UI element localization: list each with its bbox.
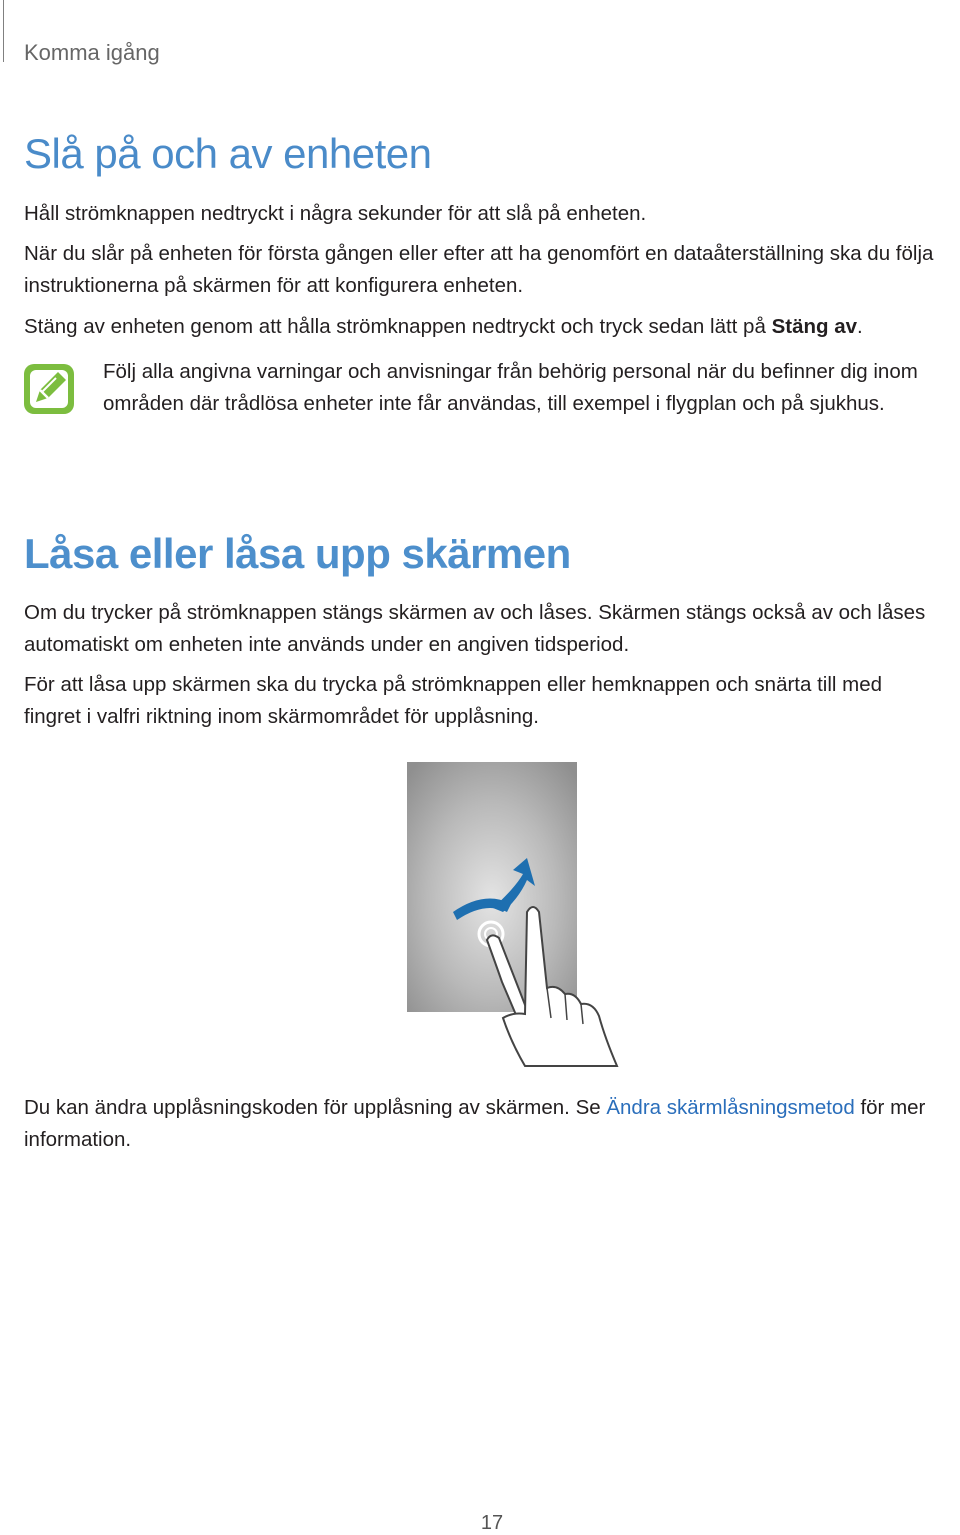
page-edge-line [3,0,4,62]
paragraph-power-on: Håll strömknappen nedtryckt i några sekunder för att slå på enheten. [24,202,647,225]
link-change-lock-method[interactable]: Ändra skärmlåsningsmetod [606,1096,855,1119]
paragraph-first-setup: När du slår på enheten för första gången eller efter att ha genomfört en dataåterställning ska du följa instruktionerna på skärmen för att konfigurera enheten. [24,242,934,297]
heading-lock: Låsa eller låsa upp skärmen [24,530,571,577]
page-number: 17 [480,1512,504,1534]
section-label: Komma igång [24,40,160,65]
screen-rect [407,762,577,1012]
bold-power-off-label: Stäng av [771,315,858,338]
heading-power: Slå på och av enheten [24,130,432,177]
paragraph-unlock: För att låsa upp skärmen ska du trycka på strömknappen eller hemknappen och snärta till med fingret i valfri riktning inom skärmområdet för upplåsning. [24,673,883,728]
note-text: Följ alla angivna varningar och anvisningar från behörig personal när du befinner dig inom områden där trådlösa enheter inte får användas, till exempel i flygplan och på sjukhus. [103,360,918,415]
note-pen-icon [22,362,76,416]
paragraph-change-code: Du kan ändra upplåsningskoden för upplåsning av skärmen. Se Ändra skärmlåsningsmetod för mer information. [24,1096,926,1151]
swipe-unlock-illustration [407,762,622,1068]
paragraph-lock: Om du trycker på strömknappen stängs skärmen av och låses. Skärmen stängs också av och låses automatiskt om enheten inte används under en angiven tidsperiod. [24,601,926,656]
paragraph-power-off: Stäng av enheten genom att hålla strömknappen nedtryckt och tryck sedan lätt på Stäng av. [24,315,863,338]
